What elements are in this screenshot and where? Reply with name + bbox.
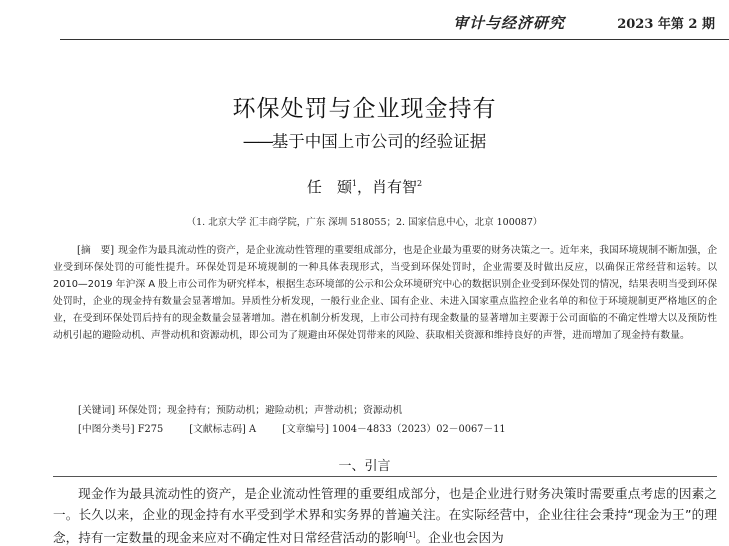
clc-number: [中图分类号] F275 <box>78 424 164 435</box>
author-1-affil-mark: 1 <box>351 179 357 188</box>
journal-name: 审计与经济研究 <box>452 14 565 32</box>
subtitle-text: 基于中国上市公司的经验证据 <box>271 132 487 151</box>
document-code: [文献标志码] A <box>189 424 257 435</box>
paper-title: 环保处罚与企业现金持有 <box>232 96 497 122</box>
section-rule <box>53 476 717 477</box>
abstract-label: [摘 要] <box>77 245 115 256</box>
section-heading: 一、引言 <box>338 459 391 474</box>
subtitle-dash: —— <box>242 132 272 151</box>
author-2-affil-mark: 2 <box>417 179 423 188</box>
affiliations: （1. 北京大学 汇丰商学院，广东 深圳 518055；2. 国家信息中心，北京 100087） <box>186 217 543 228</box>
keywords: [关键词] 环保处罚；现金持有；预防动机；避险动机；声誉动机；资源动机 <box>78 405 403 416</box>
article-number: [文章编号] 1004－4833（2023）02－0067－11 <box>282 424 506 435</box>
author-separator: ， <box>356 178 372 196</box>
header-rule <box>60 39 729 40</box>
classification-line <box>78 421 506 435</box>
citation-mark: [1] <box>405 531 416 539</box>
authors <box>0 176 729 197</box>
author-2: 肖有智 <box>372 178 418 196</box>
author-1: 任 颋 <box>306 178 352 196</box>
journal-issue: 2023 年第 2 期 <box>617 17 715 32</box>
body-text: 现金作为最具流动性的资产，是企业流动性管理的重要组成部分，也是企业进行财务决策时需要重点考虑的因素之一。长久以来，企业的现金持有水平受到学术界和实务界的普遍关注。在实际经营中，企业往往会秉持“现金为王”的理念，持有一定数量的现金来应对不确定性对日常经营活动的影响 <box>53 486 717 546</box>
journal-header <box>0 0 729 40</box>
body-paragraph <box>53 483 717 546</box>
abstract-text: 现金作为最具流动性的资产，是企业流动性管理的重要组成部分，也是企业最为重要的财务决策之一。近年来，我国环境规制不断加强，企业受到环保处罚的可能性提升。环保处罚是环境规制的一种具体表现形式，当受到环保处罚时，企业需要及时做出反应，以确保正常经营和运转。以 2010—2019 年沪深 A 股上市公司作为研究样本，根据生态环境部的公示和公众环境研究中心的数据识别企业受到环保处罚的情况，结果表明当受到环保处罚时，企业的现金持有数量会显著增加。异质性分析发现，一般行业企业、国有企业、未进入国家重点监控企业名单的和位于环境规制更严格地区的企业，在受到环保处罚后持有的现金数量会显著增加。潜在机制分析发现，上市公司持有现金数量的显著增加主要源于公司面临的不确定性增大以及预防性动机引起的避险动机、声誉动机和资源动机，即公司为了规避由环保处罚带来的风险、获取相关资源和维持良好的声誉，进而增加了现金持有数量。 <box>53 245 717 341</box>
body-text-tail: 。企业也会因为 <box>415 530 504 546</box>
abstract <box>53 242 717 344</box>
paper-subtitle <box>0 128 729 152</box>
